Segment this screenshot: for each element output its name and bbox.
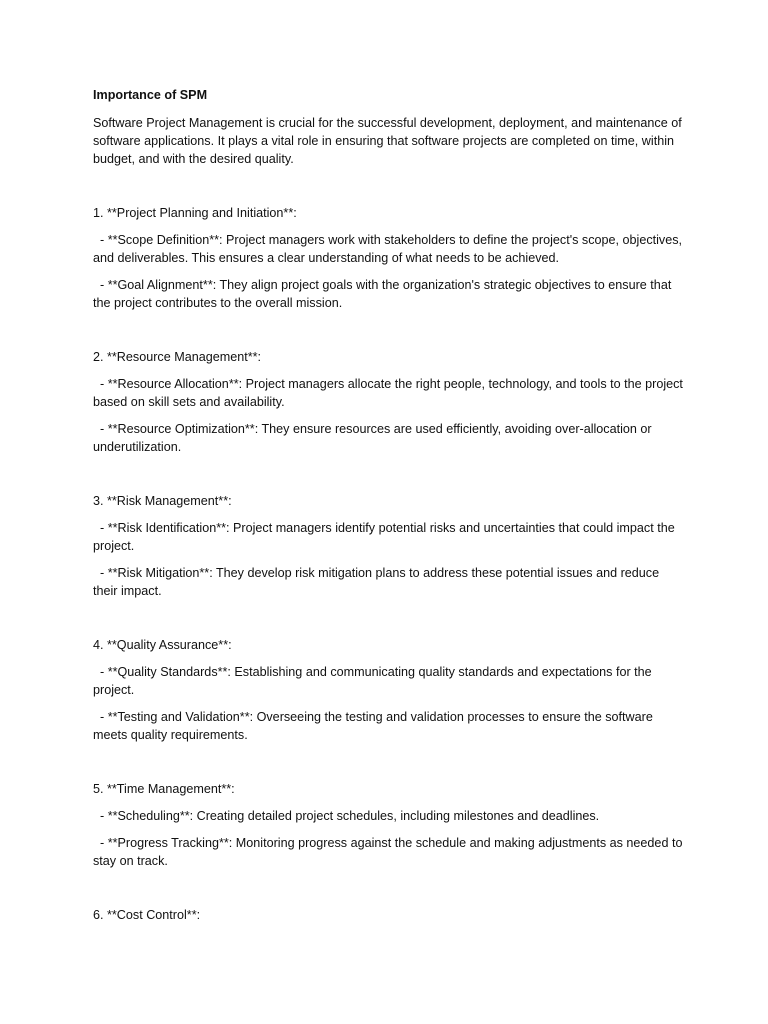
section-heading: 1. **Project Planning and Initiation**: (93, 206, 297, 220)
intro-paragraph: Software Project Management is crucial for the successful development, deployment, and maintenance of software applications. It plays a vital role in ensuring that software projects are completed on time, within budget, and with the desired quality. (93, 116, 682, 166)
section-cost-control (93, 906, 683, 924)
bullet-prefix: - (93, 233, 108, 247)
bullet-prefix: - (93, 521, 108, 535)
bullet-item (93, 564, 683, 600)
document-title: Importance of SPM (93, 88, 208, 102)
bullet-prefix: - (93, 665, 108, 679)
section-heading: 3. **Risk Management**: (93, 494, 232, 508)
bullet-prefix: - (93, 377, 108, 391)
section-time-management (93, 780, 683, 870)
bullet-prefix: - (93, 836, 108, 850)
bullet-text: **Progress Tracking**: Monitoring progress against the schedule and making adjustments as needed to stay on track. (93, 836, 683, 868)
section-heading: 4. **Quality Assurance**: (93, 638, 232, 652)
bullet-text: **Resource Allocation**: Project managers allocate the right people, technology, and tools to the project based on skill sets and availability. (93, 377, 683, 409)
bullet-prefix: - (93, 710, 108, 724)
bullet-text: **Resource Optimization**: They ensure resources are used efficiently, avoiding over-allocation or underutilization. (93, 422, 652, 454)
bullet-item (93, 519, 683, 555)
document-content (93, 86, 683, 924)
bullet-item (93, 420, 683, 456)
bullet-text: **Risk Identification**: Project managers identify potential risks and uncertainties that could impact the project. (93, 521, 675, 553)
section-resource-management (93, 348, 683, 456)
bullet-text: **Goal Alignment**: They align project goals with the organization's strategic objectives to ensure that the project contributes to the overall mission. (93, 278, 672, 310)
section-heading: 6. **Cost Control**: (93, 908, 201, 922)
bullet-item (93, 231, 683, 267)
bullet-item (93, 708, 683, 744)
section-heading: 5. **Time Management**: (93, 782, 235, 796)
bullet-item (93, 663, 683, 699)
bullet-item (93, 276, 683, 312)
section-risk-management (93, 492, 683, 600)
bullet-prefix: - (93, 809, 108, 823)
bullet-text: **Risk Mitigation**: They develop risk mitigation plans to address these potential issues and reduce their impact. (93, 566, 660, 598)
section-project-planning (93, 204, 683, 312)
bullet-text: **Quality Standards**: Establishing and communicating quality standards and expectations for the project. (93, 665, 652, 697)
bullet-item (93, 834, 683, 870)
bullet-text: **Scheduling**: Creating detailed project schedules, including milestones and deadlines. (107, 809, 600, 823)
bullet-prefix: - (93, 566, 108, 580)
section-quality-assurance (93, 636, 683, 744)
bullet-prefix: - (93, 278, 108, 292)
section-heading: 2. **Resource Management**: (93, 350, 262, 364)
bullet-item (93, 375, 683, 411)
bullet-item (93, 807, 683, 825)
bullet-text: **Testing and Validation**: Overseeing the testing and validation processes to ensure the software meets quality requirements. (93, 710, 653, 742)
bullet-text: **Scope Definition**: Project managers work with stakeholders to define the project's scope, objectives, and deliverables. This ensures a clear understanding of what needs to be achieved. (93, 233, 683, 265)
bullet-prefix: - (93, 422, 108, 436)
